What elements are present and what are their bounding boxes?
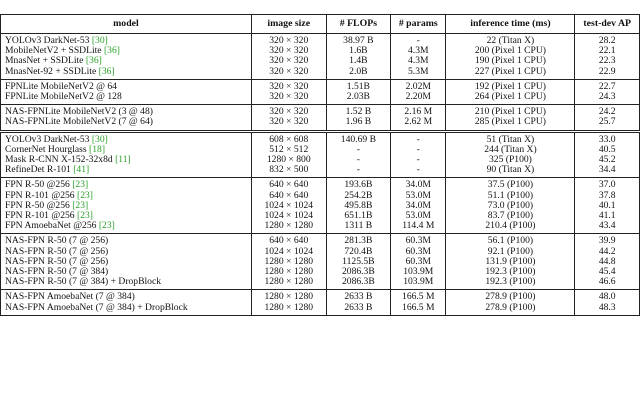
cell-image-size: 1280 × 1280: [251, 267, 326, 277]
table-row: [1, 201, 640, 211]
citation-ref: [36]: [103, 46, 120, 57]
cell-test-dev-ap: 22.3: [575, 56, 640, 66]
citation-ref: [30]: [91, 133, 108, 145]
cell-inference-time: 22 (Titan X): [446, 34, 575, 47]
cell-inference-time: 285 (Pixel 1 CPU): [446, 117, 575, 131]
cell-params: 60.3M: [391, 257, 446, 267]
citation-ref: [23]: [72, 179, 89, 191]
cell-inference-time: 131.9 (P100): [446, 257, 575, 267]
cell-test-dev-ap: 40.5: [575, 145, 640, 155]
cell-params: -: [391, 34, 446, 47]
cell-inference-time: 192.3 (P100): [446, 277, 575, 290]
model-name: NAS-FPNLite MobileNetV2 (3 @ 48): [5, 106, 153, 118]
cell-test-dev-ap: 48.0: [575, 290, 640, 303]
cell-model: [1, 131, 252, 145]
cell-params: 4.3M: [391, 56, 446, 66]
cell-flops: 495.8B: [326, 201, 391, 211]
cell-model: [1, 145, 252, 155]
table-row: [1, 34, 640, 47]
citation-ref: [41]: [73, 165, 90, 176]
table-row: [1, 191, 640, 201]
header-model: model: [1, 15, 252, 34]
cell-model: [1, 105, 252, 118]
cell-params: 2.02M: [391, 79, 446, 92]
cell-flops: 2.0B: [326, 67, 391, 80]
cell-inference-time: 73.0 (P100): [446, 201, 575, 211]
cell-model: [1, 201, 252, 211]
cell-inference-time: 90 (Titan X): [446, 165, 575, 178]
model-name: NAS-FPN R-50 (7 @ 384) + DropBlock: [5, 277, 162, 288]
table-row: [1, 145, 640, 155]
cell-params: 2.62 M: [391, 117, 446, 131]
cell-params: 103.9M: [391, 267, 446, 277]
cell-params: 53.0M: [391, 211, 446, 221]
model-name: FPNLite MobileNetV2 @ 128: [5, 92, 122, 103]
cell-params: -: [391, 131, 446, 145]
cell-inference-time: 264 (Pixel 1 CPU): [446, 92, 575, 105]
cell-image-size: 1280 × 800: [251, 155, 326, 165]
cell-image-size: 1280 × 1280: [251, 221, 326, 234]
cell-params: 34.0M: [391, 201, 446, 211]
model-name: FPN R-50 @256: [5, 179, 73, 191]
cell-model: [1, 165, 252, 178]
cell-test-dev-ap: 22.7: [575, 79, 640, 92]
cell-params: 166.5 M: [391, 303, 446, 316]
cell-flops: 1311 B: [326, 221, 391, 234]
cell-model: [1, 92, 252, 105]
cell-test-dev-ap: 24.3: [575, 92, 640, 105]
cell-image-size: 1280 × 1280: [251, 303, 326, 316]
cell-inference-time: 56.1 (P100): [446, 234, 575, 247]
cell-params: -: [391, 145, 446, 155]
cell-params: -: [391, 155, 446, 165]
cell-test-dev-ap: 34.4: [575, 165, 640, 178]
model-name: RefineDet R-101: [5, 165, 74, 176]
cell-model: [1, 67, 252, 80]
cell-flops: -: [326, 165, 391, 178]
cell-flops: 651.1B: [326, 211, 391, 221]
cell-test-dev-ap: 37.0: [575, 178, 640, 191]
cell-params: 60.3M: [391, 247, 446, 257]
cell-image-size: 320 × 320: [251, 34, 326, 47]
cell-flops: 2086.3B: [326, 267, 391, 277]
cell-inference-time: 92.1 (P100): [446, 247, 575, 257]
cell-flops: 1125.5B: [326, 257, 391, 267]
citation-ref: [30]: [91, 35, 108, 46]
cell-test-dev-ap: 43.4: [575, 221, 640, 234]
citation-ref: [18]: [89, 144, 106, 155]
citation-ref: [36]: [85, 56, 102, 67]
cell-test-dev-ap: 33.0: [575, 131, 640, 145]
cell-model: [1, 117, 252, 131]
cell-flops: 2633 B: [326, 303, 391, 316]
cell-test-dev-ap: 22.9: [575, 67, 640, 80]
cell-flops: 1.52 B: [326, 105, 391, 118]
model-name: CornerNet Hourglass: [5, 144, 90, 155]
header-test-dev-ap: test-dev AP: [575, 15, 640, 34]
cell-flops: 2.03B: [326, 92, 391, 105]
cell-params: -: [391, 165, 446, 178]
cell-params: 4.3M: [391, 46, 446, 56]
header-params: # params: [391, 15, 446, 34]
table-row: [1, 155, 640, 165]
cell-model: [1, 46, 252, 56]
table-row: [1, 303, 640, 316]
cell-flops: 2086.3B: [326, 277, 391, 290]
cell-image-size: 320 × 320: [251, 105, 326, 118]
table-body: [1, 34, 640, 316]
cell-image-size: 320 × 320: [251, 56, 326, 66]
table-row: [1, 178, 640, 191]
cell-image-size: 320 × 320: [251, 117, 326, 131]
cell-inference-time: 190 (Pixel 1 CPU): [446, 56, 575, 66]
cell-flops: 1.96 B: [326, 117, 391, 131]
cell-inference-time: 210 (Pixel 1 CPU): [446, 105, 575, 118]
cell-inference-time: 210.4 (P100): [446, 221, 575, 234]
cell-image-size: 640 × 640: [251, 191, 326, 201]
cell-params: 5.3M: [391, 67, 446, 80]
cell-image-size: 640 × 640: [251, 178, 326, 191]
cell-test-dev-ap: 46.6: [575, 277, 640, 290]
cell-params: 53.0M: [391, 191, 446, 201]
citation-ref: [23]: [77, 211, 93, 222]
cell-model: [1, 79, 252, 92]
cell-model: [1, 267, 252, 277]
cell-inference-time: 51.1 (P100): [446, 191, 575, 201]
model-name: FPNLite MobileNetV2 @ 64: [5, 80, 117, 92]
table-row: [1, 221, 640, 234]
cell-flops: -: [326, 145, 391, 155]
cell-inference-time: 325 (P100): [446, 155, 575, 165]
citation-ref: [23]: [98, 221, 115, 232]
model-name: YOLOv3 DarkNet-53: [5, 133, 92, 145]
header-inference-time: inference time (ms): [446, 15, 575, 34]
table-row: [1, 234, 640, 247]
model-name: NAS-FPN AmoebaNet (7 @ 384): [5, 291, 135, 303]
cell-image-size: 640 × 640: [251, 234, 326, 247]
detection-results-table: [0, 14, 640, 316]
cell-inference-time: 200 (Pixel 1 CPU): [446, 46, 575, 56]
table-row: [1, 211, 640, 221]
header-image-size: image size: [251, 15, 326, 34]
model-name: NAS-FPN R-50 (7 @ 384): [5, 267, 109, 278]
cell-params: 114.4 M: [391, 221, 446, 234]
cell-test-dev-ap: 25.7: [575, 117, 640, 131]
cell-image-size: 608 × 608: [251, 131, 326, 145]
cell-inference-time: 37.5 (P100): [446, 178, 575, 191]
model-name: Mask R-CNN X-152-32x8d: [5, 155, 116, 166]
model-name: MobileNetV2 + SSDLite: [5, 46, 104, 57]
cell-inference-time: 192.3 (P100): [446, 267, 575, 277]
model-name: NAS-FPN R-50 (7 @ 256): [5, 235, 109, 247]
model-name: FPN AmoebaNet @256: [5, 221, 99, 232]
cell-params: 2.16 M: [391, 105, 446, 118]
table-header-row: [1, 15, 640, 34]
cell-image-size: 1024 × 1024: [251, 201, 326, 211]
cell-image-size: 1280 × 1280: [251, 257, 326, 267]
table-row: [1, 79, 640, 92]
cell-flops: 1.6B: [326, 46, 391, 56]
cell-flops: 720.4B: [326, 247, 391, 257]
cell-model: [1, 191, 252, 201]
table-row: [1, 117, 640, 131]
table-row: [1, 247, 640, 257]
cell-test-dev-ap: 28.2: [575, 34, 640, 47]
table-row: [1, 257, 640, 267]
cell-flops: 193.6B: [326, 178, 391, 191]
cell-inference-time: 244 (Titan X): [446, 145, 575, 155]
model-name: NAS-FPN AmoebaNet (7 @ 384) + DropBlock: [5, 302, 188, 313]
cell-params: 103.9M: [391, 277, 446, 290]
cell-test-dev-ap: 24.2: [575, 105, 640, 118]
cell-flops: 140.69 B: [326, 131, 391, 145]
cell-test-dev-ap: 39.9: [575, 234, 640, 247]
citation-ref: [23]: [77, 190, 93, 201]
cell-model: [1, 303, 252, 316]
cell-test-dev-ap: 41.1: [575, 211, 640, 221]
cell-flops: 38.97 B: [326, 34, 391, 47]
cell-model: [1, 257, 252, 267]
cell-inference-time: 192 (Pixel 1 CPU): [446, 79, 575, 92]
cell-image-size: 1280 × 1280: [251, 290, 326, 303]
cell-model: [1, 247, 252, 257]
cell-test-dev-ap: 44.8: [575, 257, 640, 267]
cell-test-dev-ap: 45.4: [575, 267, 640, 277]
citation-ref: [36]: [98, 66, 115, 77]
model-name: MnasNet-92 + SSDLite: [5, 66, 99, 77]
cell-test-dev-ap: 44.2: [575, 247, 640, 257]
cell-params: 166.5 M: [391, 290, 446, 303]
cell-image-size: 320 × 320: [251, 79, 326, 92]
model-name: NAS-FPNLite MobileNetV2 (7 @ 64): [5, 117, 153, 128]
model-name: FPN R-50 @256: [5, 200, 73, 211]
cell-model: [1, 290, 252, 303]
cell-flops: 254.2B: [326, 191, 391, 201]
table-row: [1, 290, 640, 303]
model-name: NAS-FPN R-50 (7 @ 256): [5, 256, 109, 267]
cell-test-dev-ap: 48.3: [575, 303, 640, 316]
cell-model: [1, 211, 252, 221]
model-name: NAS-FPN R-50 (7 @ 256): [5, 246, 109, 257]
table-row: [1, 67, 640, 80]
model-name: YOLOv3 DarkNet-53: [5, 35, 92, 46]
cell-image-size: 320 × 320: [251, 46, 326, 56]
cell-model: [1, 34, 252, 47]
header-flops: # FLOPs: [326, 15, 391, 34]
cell-model: [1, 155, 252, 165]
cell-test-dev-ap: 40.1: [575, 201, 640, 211]
cell-flops: 2633 B: [326, 290, 391, 303]
citation-ref: [11]: [115, 155, 131, 166]
cell-test-dev-ap: 22.1: [575, 46, 640, 56]
cell-image-size: 320 × 320: [251, 92, 326, 105]
citation-ref: [23]: [72, 200, 89, 211]
cell-model: [1, 56, 252, 66]
table-row: [1, 46, 640, 56]
cell-image-size: 320 × 320: [251, 67, 326, 80]
cell-image-size: 832 × 500: [251, 165, 326, 178]
table-row: [1, 92, 640, 105]
cell-params: 60.3M: [391, 234, 446, 247]
table-row: [1, 277, 640, 290]
cell-test-dev-ap: 37.8: [575, 191, 640, 201]
cell-flops: 1.51B: [326, 79, 391, 92]
cell-params: 2.20M: [391, 92, 446, 105]
cell-image-size: 1024 × 1024: [251, 211, 326, 221]
results-table-container: [0, 14, 640, 316]
cell-inference-time: 278.9 (P100): [446, 303, 575, 316]
table-row: [1, 267, 640, 277]
cell-model: [1, 221, 252, 234]
cell-params: 34.0M: [391, 178, 446, 191]
cell-flops: 1.4B: [326, 56, 391, 66]
cell-inference-time: 278.9 (P100): [446, 290, 575, 303]
cell-image-size: 1024 × 1024: [251, 247, 326, 257]
cell-model: [1, 178, 252, 191]
cell-inference-time: 51 (Titan X): [446, 131, 575, 145]
cell-inference-time: 227 (Pixel 1 CPU): [446, 67, 575, 80]
cell-inference-time: 83.7 (P100): [446, 211, 575, 221]
model-name: FPN R-101 @256: [5, 211, 78, 222]
table-row: [1, 56, 640, 66]
table-row: [1, 105, 640, 118]
cell-test-dev-ap: 45.2: [575, 155, 640, 165]
table-row: [1, 165, 640, 178]
model-name: MnasNet + SSDLite: [5, 56, 86, 67]
cell-image-size: 512 × 512: [251, 145, 326, 155]
model-name: FPN R-101 @256: [5, 190, 78, 201]
table-row: [1, 131, 640, 145]
cell-model: [1, 277, 252, 290]
cell-flops: 281.3B: [326, 234, 391, 247]
cell-flops: -: [326, 155, 391, 165]
cell-image-size: 1280 × 1280: [251, 277, 326, 290]
cell-model: [1, 234, 252, 247]
